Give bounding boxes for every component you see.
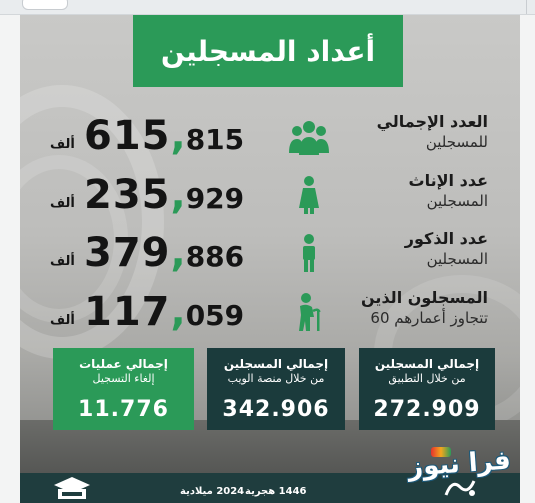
- stat-label: المسجلون الذين تتجاوز أعمارهم 60: [361, 288, 488, 327]
- stat-row-over-60: [20, 287, 520, 343]
- card-cancellations: إجمالي عمليات إلغاء التسجيل 11.776: [53, 348, 194, 430]
- card-web-registrations: إجمالي المسجلين من خلال منصة الويب 342.906: [207, 348, 345, 430]
- group-icon: [288, 115, 330, 155]
- stat-value: 117,059: [84, 289, 245, 335]
- woman-icon: [288, 174, 330, 214]
- hijri-date: 1446 هجرية: [245, 486, 307, 497]
- poster-title: أعداد المسجلين: [160, 34, 376, 68]
- stat-row-female: [20, 170, 520, 226]
- elderly-icon: [288, 291, 330, 331]
- stat-label: عدد الذكور المسجلين: [404, 229, 488, 268]
- stat-label: العدد الإجمالي للمسجلين: [376, 112, 488, 151]
- unit-label: ألف: [50, 137, 75, 152]
- top-bar-edge: [526, 0, 527, 14]
- gregorian-date: 2024 ميلادية: [180, 486, 245, 497]
- stat-value: 615,815: [84, 113, 245, 159]
- stat-value: 235,929: [84, 172, 245, 218]
- browser-top-bar: [0, 0, 535, 15]
- title-banner: [133, 15, 403, 87]
- infographic-poster: [20, 15, 520, 503]
- unit-label: ألف: [50, 313, 75, 328]
- man-icon: [288, 232, 330, 272]
- top-bar-tab[interactable]: [22, 0, 68, 10]
- card-app-registrations: إجمالي المسجلين من خلال التطبيق 272.909: [359, 348, 495, 430]
- ministry-logo-icon: [50, 475, 94, 501]
- stat-label: عدد الإناث المسجلين: [408, 171, 488, 210]
- unit-label: ألف: [50, 254, 75, 269]
- site-watermark: فرا نيوز: [407, 445, 512, 483]
- stat-value: 379,886: [84, 230, 245, 276]
- stat-row-male: [20, 228, 520, 284]
- stat-row-total: [20, 111, 520, 167]
- unit-label: ألف: [50, 196, 75, 211]
